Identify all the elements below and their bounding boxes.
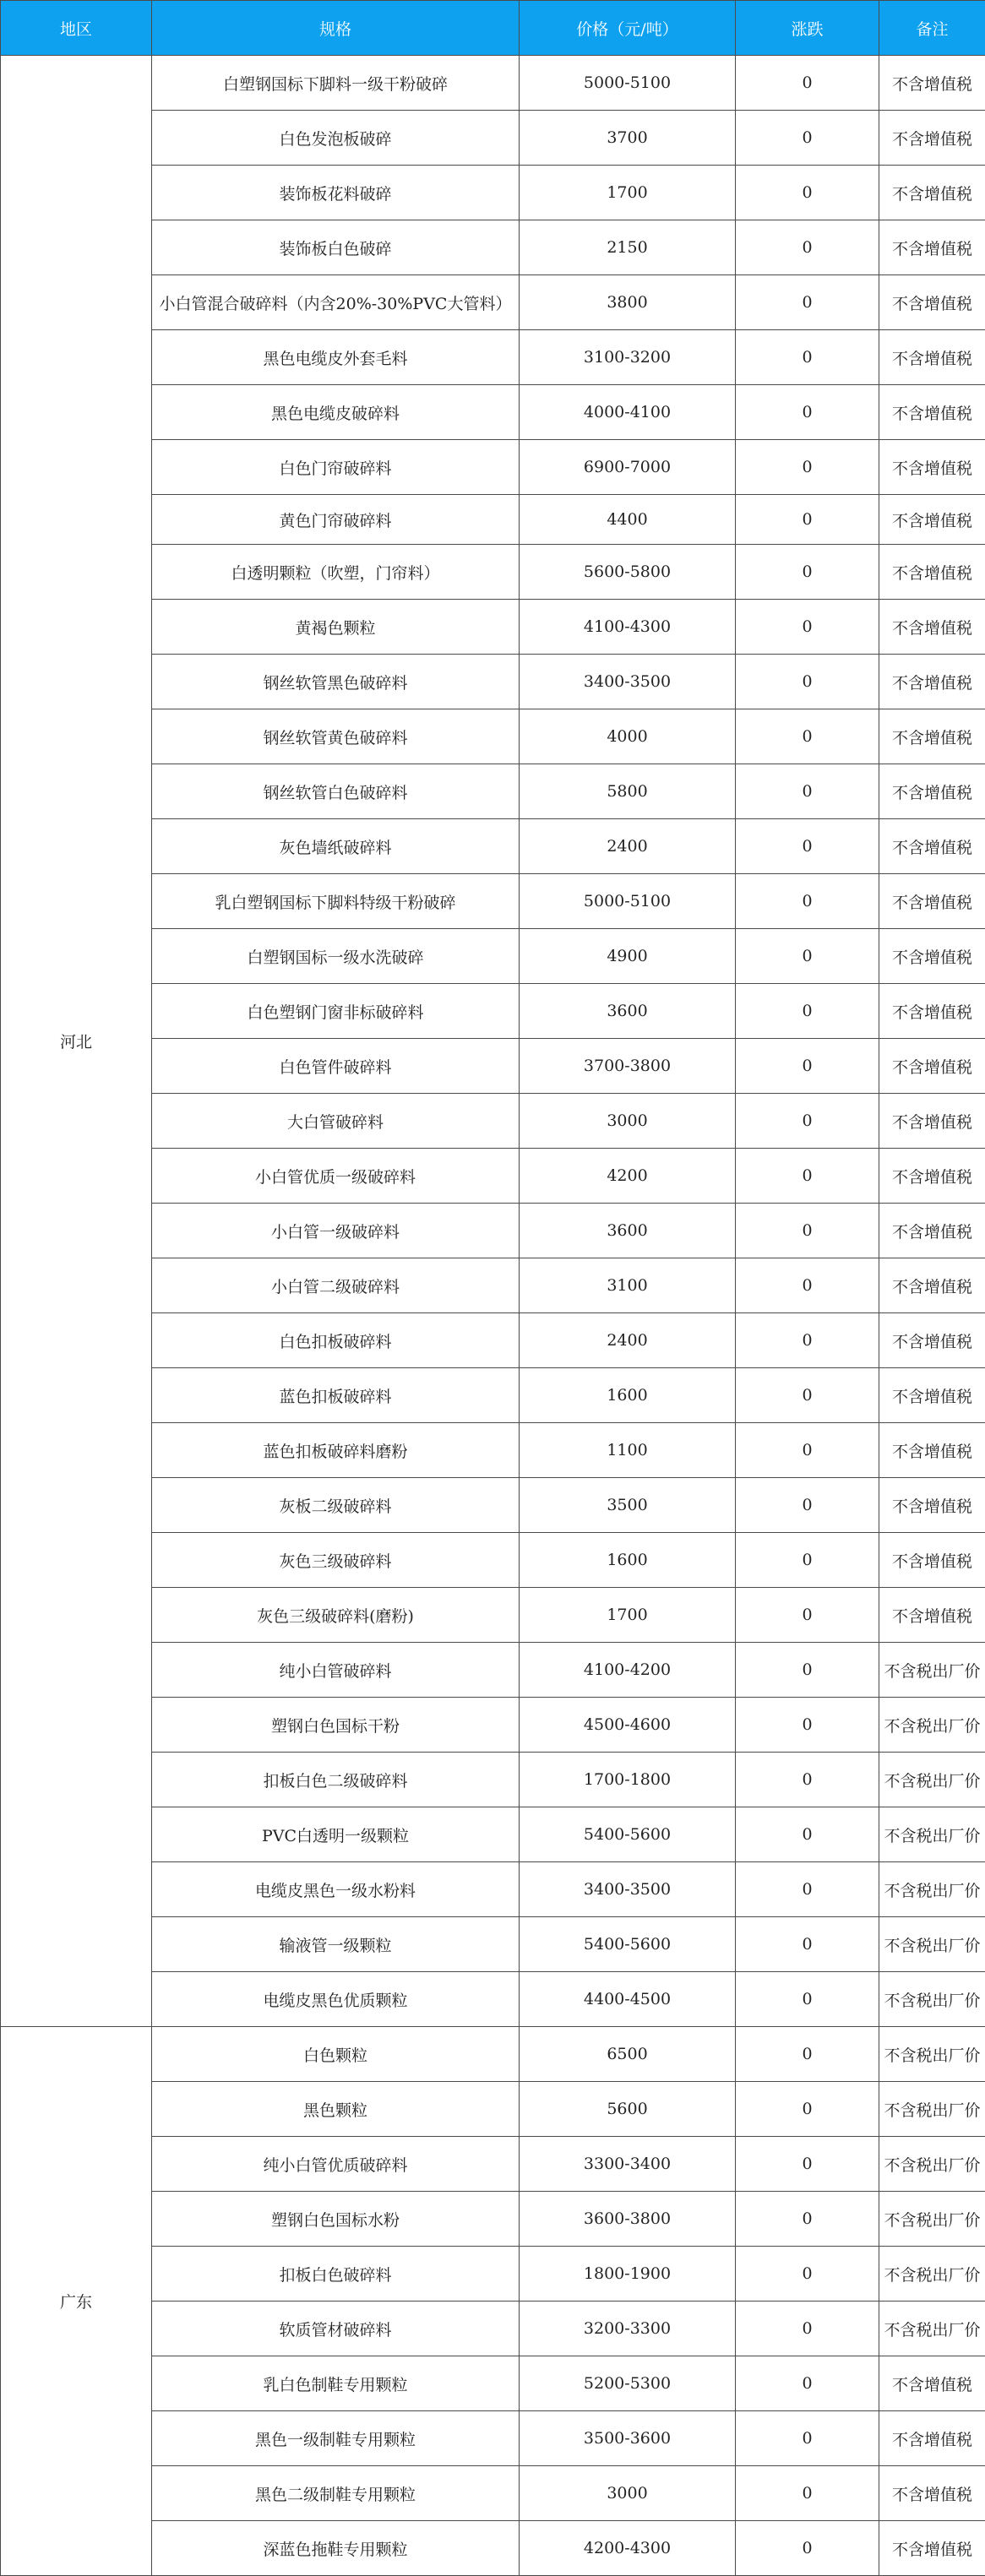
spec-cell: 软质管材破碎料 <box>152 2302 520 2356</box>
note-cell: 不含增值税 <box>879 1478 985 1533</box>
spec-cell: 小白管优质一级破碎料 <box>152 1149 520 1204</box>
spec-cell: 蓝色扣板破碎料磨粉 <box>152 1423 520 1478</box>
note-cell: 不含税出厂价 <box>879 1643 985 1698</box>
note-cell: 不含增值税 <box>879 655 985 709</box>
spec-cell: 乳白塑钢国标下脚料特级干粉破碎 <box>152 874 520 929</box>
price-cell: 1700-1800 <box>520 1753 736 1807</box>
change-cell: 0 <box>736 495 879 545</box>
change-cell: 0 <box>736 2302 879 2356</box>
note-cell: 不含税出厂价 <box>879 1917 985 1972</box>
note-cell: 不含增值税 <box>879 1368 985 1423</box>
spec-cell: 灰色三级破碎料 <box>152 1533 520 1588</box>
table-row <box>1 2027 985 2082</box>
price-cell: 4000 <box>520 709 736 764</box>
price-cell: 4900 <box>520 929 736 984</box>
spec-cell: 纯小白管优质破碎料 <box>152 2137 520 2192</box>
change-cell: 0 <box>736 984 879 1039</box>
spec-cell: 白色发泡板破碎 <box>152 111 520 166</box>
spec-cell: 装饰板白色破碎 <box>152 220 520 275</box>
change-cell: 0 <box>736 220 879 275</box>
price-cell: 3100 <box>520 1258 736 1313</box>
note-cell: 不含税出厂价 <box>879 1698 985 1753</box>
price-cell: 2150 <box>520 220 736 275</box>
price-cell: 3000 <box>520 1094 736 1149</box>
note-cell: 不含增值税 <box>879 709 985 764</box>
price-cell: 4000-4100 <box>520 385 736 440</box>
price-cell: 1700 <box>520 166 736 220</box>
header-row <box>1 1 985 56</box>
price-cell: 1700 <box>520 1588 736 1643</box>
change-cell: 0 <box>736 709 879 764</box>
change-cell: 0 <box>736 1698 879 1753</box>
change-cell: 0 <box>736 275 879 330</box>
spec-cell: 钢丝软管白色破碎料 <box>152 764 520 819</box>
spec-cell: 蓝色扣板破碎料 <box>152 1368 520 1423</box>
price-cell: 3000 <box>520 2466 736 2521</box>
note-cell: 不含税出厂价 <box>879 1972 985 2027</box>
spec-cell: 纯小白管破碎料 <box>152 1643 520 1698</box>
price-cell: 1600 <box>520 1368 736 1423</box>
spec-cell: 输液管一级颗粒 <box>152 1917 520 1972</box>
change-cell: 0 <box>736 1862 879 1917</box>
spec-cell: 小白管二级破碎料 <box>152 1258 520 1313</box>
note-cell: 不含增值税 <box>879 929 985 984</box>
change-cell: 0 <box>736 1643 879 1698</box>
price-cell: 3500-3600 <box>520 2411 736 2466</box>
price-cell: 4400-4500 <box>520 1972 736 2027</box>
price-cell: 5400-5600 <box>520 1917 736 1972</box>
note-cell: 不含增值税 <box>879 1094 985 1149</box>
change-cell: 0 <box>736 2137 879 2192</box>
region-cell: 广东 <box>1 2027 152 2576</box>
price-cell: 1100 <box>520 1423 736 1478</box>
change-cell: 0 <box>736 111 879 166</box>
note-cell: 不含增值税 <box>879 764 985 819</box>
price-cell: 5200-5300 <box>520 2356 736 2411</box>
note-cell: 不含增值税 <box>879 1039 985 1094</box>
note-cell: 不含增值税 <box>879 220 985 275</box>
spec-cell: 大白管破碎料 <box>152 1094 520 1149</box>
price-cell: 4100-4200 <box>520 1643 736 1698</box>
change-cell: 0 <box>736 330 879 385</box>
change-cell: 0 <box>736 1258 879 1313</box>
change-cell: 0 <box>736 2356 879 2411</box>
change-cell: 0 <box>736 2027 879 2082</box>
price-cell: 3600 <box>520 1204 736 1258</box>
change-cell: 0 <box>736 1533 879 1588</box>
spec-cell: 灰板二级破碎料 <box>152 1478 520 1533</box>
spec-cell: 白塑钢国标一级水洗破碎 <box>152 929 520 984</box>
spec-cell: 黑色电缆皮破碎料 <box>152 385 520 440</box>
change-cell: 0 <box>736 2466 879 2521</box>
note-cell: 不含税出厂价 <box>879 1807 985 1862</box>
spec-cell: 白色管件破碎料 <box>152 1039 520 1094</box>
change-cell: 0 <box>736 1204 879 1258</box>
change-cell: 0 <box>736 874 879 929</box>
region-cell: 河北 <box>1 56 152 2027</box>
change-cell: 0 <box>736 1368 879 1423</box>
spec-cell: 白色扣板破碎料 <box>152 1313 520 1368</box>
price-cell: 3100-3200 <box>520 330 736 385</box>
spec-cell: 钢丝软管黑色破碎料 <box>152 655 520 709</box>
price-cell: 6500 <box>520 2027 736 2082</box>
note-cell: 不含增值税 <box>879 330 985 385</box>
change-cell: 0 <box>736 2521 879 2576</box>
spec-cell: PVC白透明一级颗粒 <box>152 1807 520 1862</box>
change-cell: 0 <box>736 2411 879 2466</box>
spec-cell: 小白管混合破碎料（内含20%-30%PVC大管料） <box>152 275 520 330</box>
header-note: 备注 <box>879 1 985 56</box>
price-cell: 3600-3800 <box>520 2192 736 2247</box>
price-cell: 4400 <box>520 495 736 545</box>
spec-cell: 塑钢白色国标水粉 <box>152 2192 520 2247</box>
change-cell: 0 <box>736 1972 879 2027</box>
spec-cell: 钢丝软管黄色破碎料 <box>152 709 520 764</box>
price-cell: 3700 <box>520 111 736 166</box>
price-cell: 4500-4600 <box>520 1698 736 1753</box>
table-row <box>1 56 985 111</box>
price-cell: 3300-3400 <box>520 2137 736 2192</box>
note-cell: 不含增值税 <box>879 984 985 1039</box>
price-cell: 5800 <box>520 764 736 819</box>
spec-cell: 灰色三级破碎料(磨粉) <box>152 1588 520 1643</box>
change-cell: 0 <box>736 1039 879 1094</box>
spec-cell: 白色门帘破碎料 <box>152 440 520 495</box>
note-cell: 不含增值税 <box>879 56 985 111</box>
spec-cell: 电缆皮黑色一级水粉料 <box>152 1862 520 1917</box>
spec-cell: 塑钢白色国标干粉 <box>152 1698 520 1753</box>
change-cell: 0 <box>736 2082 879 2137</box>
change-cell: 0 <box>736 545 879 600</box>
change-cell: 0 <box>736 1753 879 1807</box>
spec-cell: 电缆皮黑色优质颗粒 <box>152 1972 520 2027</box>
note-cell: 不含增值税 <box>879 385 985 440</box>
change-cell: 0 <box>736 56 879 111</box>
price-cell: 5600 <box>520 2082 736 2137</box>
spec-cell: 白塑钢国标下脚料一级干粉破碎 <box>152 56 520 111</box>
change-cell: 0 <box>736 1588 879 1643</box>
spec-cell: 黄色门帘破碎料 <box>152 495 520 545</box>
price-cell: 3400-3500 <box>520 1862 736 1917</box>
price-cell: 3500 <box>520 1478 736 1533</box>
change-cell: 0 <box>736 166 879 220</box>
price-cell: 1600 <box>520 1533 736 1588</box>
change-cell: 0 <box>736 819 879 874</box>
note-cell: 不含税出厂价 <box>879 2247 985 2302</box>
price-cell: 3700-3800 <box>520 1039 736 1094</box>
note-cell: 不含税出厂价 <box>879 2027 985 2082</box>
header-price: 价格（元/吨） <box>520 1 736 56</box>
note-cell: 不含增值税 <box>879 1533 985 1588</box>
spec-cell: 灰色墙纸破碎料 <box>152 819 520 874</box>
note-cell: 不含增值税 <box>879 2466 985 2521</box>
price-cell: 5600-5800 <box>520 545 736 600</box>
price-cell: 1800-1900 <box>520 2247 736 2302</box>
note-cell: 不含增值税 <box>879 1204 985 1258</box>
change-cell: 0 <box>736 1423 879 1478</box>
price-cell: 4200-4300 <box>520 2521 736 2576</box>
note-cell: 不含增值税 <box>879 275 985 330</box>
spec-cell: 白透明颗粒（吹塑，门帘料） <box>152 545 520 600</box>
spec-cell: 黑色一级制鞋专用颗粒 <box>152 2411 520 2466</box>
change-cell: 0 <box>736 2192 879 2247</box>
change-cell: 0 <box>736 600 879 655</box>
spec-cell: 白色颗粒 <box>152 2027 520 2082</box>
price-cell: 5000-5100 <box>520 874 736 929</box>
price-cell: 3800 <box>520 275 736 330</box>
note-cell: 不含税出厂价 <box>879 1753 985 1807</box>
spec-cell: 黑色颗粒 <box>152 2082 520 2137</box>
note-cell: 不含增值税 <box>879 1313 985 1368</box>
price-cell: 4200 <box>520 1149 736 1204</box>
header-change: 涨跌 <box>736 1 879 56</box>
note-cell: 不含税出厂价 <box>879 2302 985 2356</box>
price-cell: 4100-4300 <box>520 600 736 655</box>
spec-cell: 扣板白色破碎料 <box>152 2247 520 2302</box>
note-cell: 不含增值税 <box>879 545 985 600</box>
spec-cell: 扣板白色二级破碎料 <box>152 1753 520 1807</box>
price-cell: 5400-5600 <box>520 1807 736 1862</box>
change-cell: 0 <box>736 1094 879 1149</box>
change-cell: 0 <box>736 1149 879 1204</box>
note-cell: 不含税出厂价 <box>879 2192 985 2247</box>
note-cell: 不含增值税 <box>879 600 985 655</box>
change-cell: 0 <box>736 764 879 819</box>
change-cell: 0 <box>736 1917 879 1972</box>
note-cell: 不含增值税 <box>879 440 985 495</box>
price-cell: 2400 <box>520 819 736 874</box>
note-cell: 不含增值税 <box>879 1258 985 1313</box>
change-cell: 0 <box>736 385 879 440</box>
note-cell: 不含增值税 <box>879 2411 985 2466</box>
change-cell: 0 <box>736 440 879 495</box>
change-cell: 0 <box>736 1478 879 1533</box>
note-cell: 不含税出厂价 <box>879 2082 985 2137</box>
price-cell: 6900-7000 <box>520 440 736 495</box>
note-cell: 不含增值税 <box>879 2356 985 2411</box>
note-cell: 不含增值税 <box>879 2521 985 2576</box>
spec-cell: 乳白色制鞋专用颗粒 <box>152 2356 520 2411</box>
price-cell: 2400 <box>520 1313 736 1368</box>
note-cell: 不含增值税 <box>879 1423 985 1478</box>
spec-cell: 装饰板花料破碎 <box>152 166 520 220</box>
note-cell: 不含增值税 <box>879 1588 985 1643</box>
header-spec: 规格 <box>152 1 520 56</box>
spec-cell: 黑色二级制鞋专用颗粒 <box>152 2466 520 2521</box>
change-cell: 0 <box>736 1807 879 1862</box>
note-cell: 不含增值税 <box>879 819 985 874</box>
note-cell: 不含增值税 <box>879 166 985 220</box>
change-cell: 0 <box>736 2247 879 2302</box>
change-cell: 0 <box>736 1313 879 1368</box>
note-cell: 不含增值税 <box>879 874 985 929</box>
note-cell: 不含增值税 <box>879 1149 985 1204</box>
spec-cell: 黑色电缆皮外套毛料 <box>152 330 520 385</box>
spec-cell: 深蓝色拖鞋专用颗粒 <box>152 2521 520 2576</box>
note-cell: 不含税出厂价 <box>879 1862 985 1917</box>
note-cell: 不含税出厂价 <box>879 2137 985 2192</box>
note-cell: 不含增值税 <box>879 495 985 545</box>
spec-cell: 小白管一级破碎料 <box>152 1204 520 1258</box>
price-cell: 3400-3500 <box>520 655 736 709</box>
spec-cell: 白色塑钢门窗非标破碎料 <box>152 984 520 1039</box>
note-cell: 不含增值税 <box>879 111 985 166</box>
price-cell: 3200-3300 <box>520 2302 736 2356</box>
change-cell: 0 <box>736 655 879 709</box>
price-cell: 5000-5100 <box>520 56 736 111</box>
change-cell: 0 <box>736 929 879 984</box>
header-region: 地区 <box>1 1 152 56</box>
price-cell: 3600 <box>520 984 736 1039</box>
spec-cell: 黄褐色颗粒 <box>152 600 520 655</box>
